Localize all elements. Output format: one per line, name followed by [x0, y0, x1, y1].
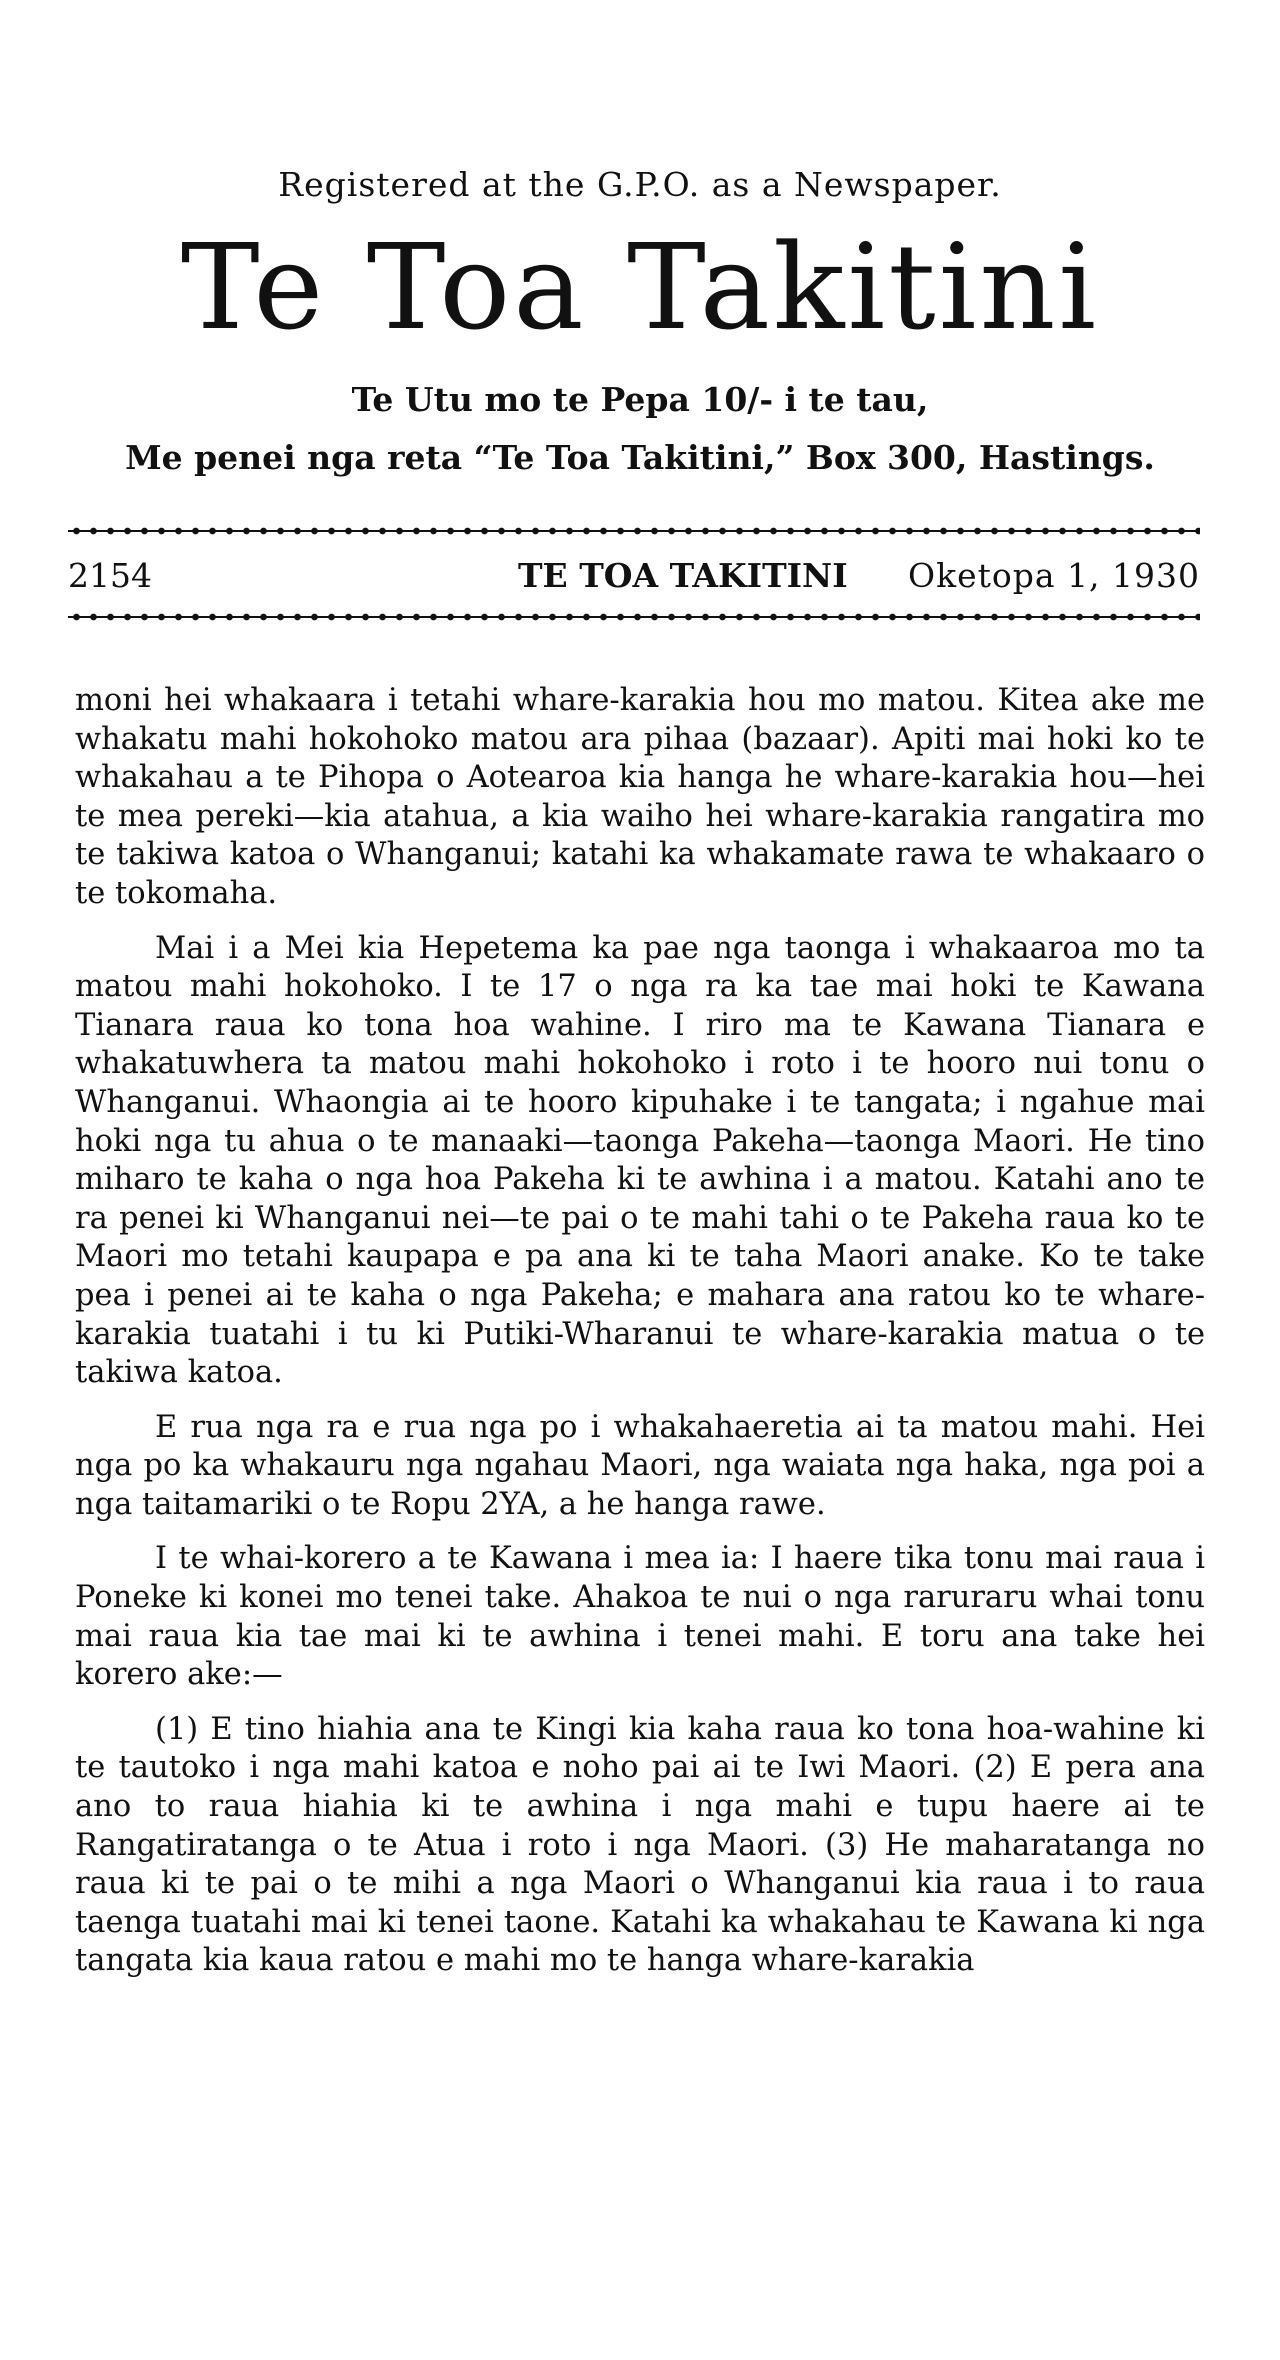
registration-notice: Registered at the G.P.O. as a Newspaper. [278, 165, 1002, 204]
subscription-price: Te Utu mo te Pepa 10/- i te tau, [351, 380, 929, 419]
article-paragraph: moni hei whakaara i tetahi whare-karakia hou mo matou. Kitea ake me whakatu mahi hokohoko matou ara pihaa (bazaar). Apiti mai hoki ko te whakahau a te Pihopa o Aotearoa kia hanga he whare-karakia hou—hei te mea pereki—kia atahua, a kia waiho hei whare-karakia rangatira mo te takiwa katoa o Whanganui; katahi ka whakamate rawa te whakaaro o te tokomaha. [75, 683, 1205, 911]
issue-header-line [68, 556, 1200, 596]
article-paragraph: Mai i a Mei kia Hepetema ka pae nga taonga i whakaaroa mo ta matou mahi hokohoko. I te 17 o nga ra ka tae mai hoki te Kawana Tianara raua ko tona hoa wahine. I riro ma te Kawana Tianara e whakatuwhera ta matou mahi hokohoko i roto i te hooro nui tonu o Whanganui. Whaongia ai te hooro kipuhake i te tangata; i ngahue mai hoki nga tu ahua o te manaaki—taonga Pakeha—taonga Maori. He tino miharo te kaha o nga hoa Pakeha ki te awhina i a matou. Katahi ano te ra penei ki Whanganui nei—te pai o te mahi tahi o te Pakeha raua ko te Maori mo tetahi kaupapa e pa ana ki te taha Maori anake. Ko te take pea i penei ai te kaha o nga Pakeha; e mahara ana ratou ko te whare-karakia tuatahi i tu ki Putiki-Wharanui te whare-karakia matua o te takiwa katoa. [75, 930, 1205, 1391]
article-paragraph: I te whai-korero a te Kawana i mea ia: I haere tika tonu mai raua i Poneke ki konei mo tenei take. Ahakoa te nui o nga raruraru whai tonu mai raua kia tae mai ki te awhina i tenei mahi. E toru ana take hei korero ake:— [75, 1541, 1205, 1693]
article-paragraph: (1) E tino hiahia ana te Kingi kia kaha raua ko tona hoa-wahine ki te tautoko i nga mahi katoa e noho pai ai te Iwi Maori. (2) E pera ana ano to raua hiahia ki te awhina i nga mahi e tupu haere ai te Rangatiratanga o te Atua i roto i nga Maori. (3) He maharatanga no raua ki te pai o te mihi a nga Maori o Whanganui kia raua i to raua taenga tuatahi mai ki tenei taone. Katahi ka whakahau te Kawana ki nga tangata kia kaua ratou e mahi mo te hanga whare-karakia [75, 1711, 1205, 1979]
issue-number: 2154 [68, 556, 152, 595]
ornamental-rule-top [68, 526, 1200, 536]
issue-date: Oketopa 1, 1930 [908, 556, 1200, 595]
running-title: TE TOA TAKITINI [518, 556, 848, 595]
article-paragraph: E rua nga ra e rua nga po i whakahaeretia ai ta matou mahi. Hei nga po ka whakauru nga ngahau Maori, nga waiata nga haka, nga poi a nga taitamariki o te Ropu 2YA, a he hanga rawe. [75, 1409, 1205, 1522]
masthead-title: Te Toa Takitini [180, 218, 1100, 356]
article-body [75, 682, 1205, 1997]
postal-address: Me penei nga reta “Te Toa Takitini,” Box 300, Hastings. [125, 438, 1155, 477]
ornamental-rule-bottom [68, 612, 1200, 622]
